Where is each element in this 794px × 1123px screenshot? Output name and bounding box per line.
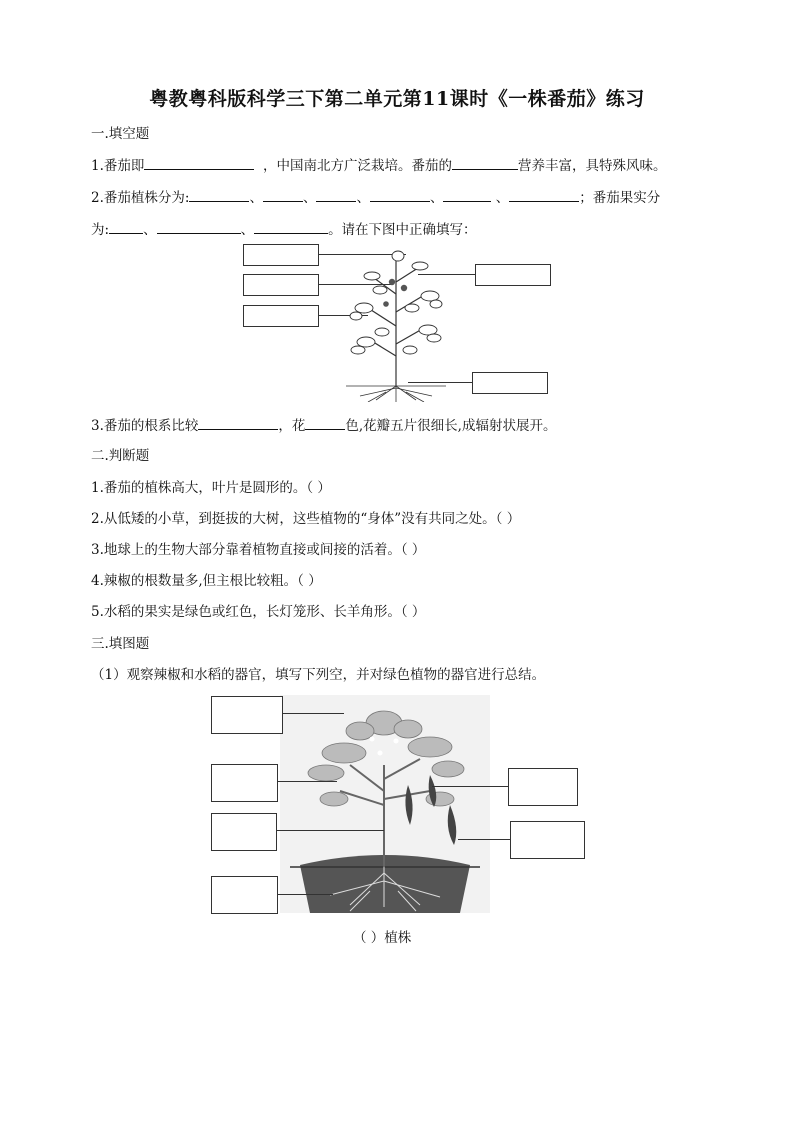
- pepper-label-box[interactable]: [510, 821, 585, 859]
- pepper-label-box[interactable]: [211, 876, 278, 914]
- answer-blank[interactable]: [509, 187, 579, 202]
- q1-text-b: ，中国南北方广泛栽培。番茄的: [262, 158, 452, 174]
- q2-text-c: 为:: [91, 222, 110, 238]
- pepper-label-box[interactable]: [211, 696, 283, 734]
- answer-blank[interactable]: [263, 187, 303, 202]
- answer-blank[interactable]: [452, 155, 518, 170]
- judgement-item-1: 1.番茄的植株高大，叶片是圆形的。（ ）: [91, 480, 331, 496]
- pepper-plant-illustration: [280, 695, 490, 913]
- judgement-item-3: 3.地球上的生物大部分靠着植物直接或间接的活着。（ ）: [91, 542, 426, 558]
- pepper-label-box[interactable]: [508, 768, 578, 806]
- q1-text-a: 1.番茄即: [91, 158, 145, 174]
- answer-blank[interactable]: [370, 187, 430, 202]
- q2-text-d: 。请在下图中正确填写：: [328, 222, 477, 238]
- separator: 、: [143, 222, 157, 238]
- answer-blank[interactable]: [316, 187, 356, 202]
- tomato-label-box[interactable]: [243, 244, 319, 266]
- question-3: [91, 415, 556, 436]
- separator: 、: [429, 190, 444, 206]
- leader-line: [282, 713, 344, 714]
- q2-text-b: ；番茄果实分: [579, 190, 661, 206]
- answer-blank[interactable]: [198, 415, 278, 430]
- separator: 、: [302, 190, 317, 206]
- answer-blank[interactable]: [189, 187, 249, 202]
- q2-text-a: 2.番茄植株分为:: [91, 190, 190, 206]
- judgement-item-2: 2.从低矮的小草，到挺拔的大树，这些植物的“身体”没有共同之处。（ ）: [91, 511, 521, 527]
- diagram-question-1: （1）观察辣椒和水稻的器官，填写下列空，并对绿色植物的器官进行总结。: [91, 667, 546, 683]
- leader-line: [432, 786, 508, 787]
- judgement-item-4: 4.辣椒的根数量多,但主根比较粗。（ ）: [91, 573, 322, 589]
- leader-line: [276, 830, 384, 831]
- section-heading-fill-blank: 一.填空题: [91, 126, 150, 142]
- q3-text-c: 色,花瓣五片很细长,成辐射状展开。: [345, 418, 557, 434]
- separator: 、: [249, 190, 263, 206]
- tomato-label-box[interactable]: [475, 264, 551, 286]
- question-2-line-2: [91, 219, 477, 240]
- judgement-item-5: 5.水稻的果实是绿色或红色，长灯笼形、长羊角形。（ ）: [91, 604, 426, 620]
- pepper-label-box[interactable]: [211, 813, 277, 851]
- q3-text-a: 3.番茄的根系比较: [91, 418, 199, 434]
- tomato-label-box[interactable]: [243, 305, 319, 327]
- tomato-label-box[interactable]: [472, 372, 548, 394]
- answer-blank[interactable]: [144, 155, 254, 170]
- q3-text-b: ，花: [278, 418, 306, 434]
- figure-caption: （ ）植株: [353, 930, 412, 946]
- page-title: 粤教粤科版科学三下第二单元第11课时《一株番茄》练习: [149, 88, 645, 110]
- leader-line: [458, 839, 510, 840]
- tomato-plant-illustration: [346, 246, 446, 402]
- answer-blank[interactable]: [254, 219, 328, 234]
- answer-blank[interactable]: [157, 219, 241, 234]
- question-1: [91, 155, 666, 176]
- section-heading-diagram: 三.填图题: [91, 636, 150, 652]
- tomato-label-box[interactable]: [243, 274, 319, 296]
- separator: 、: [495, 190, 510, 206]
- q1-text-c: 营养丰富，具特殊风味。: [517, 158, 667, 174]
- separator: 、: [356, 190, 370, 206]
- pepper-label-box[interactable]: [211, 764, 278, 802]
- leader-line: [277, 894, 333, 895]
- answer-blank[interactable]: [305, 415, 345, 430]
- answer-blank[interactable]: [443, 187, 491, 202]
- answer-blank[interactable]: [109, 219, 143, 234]
- separator: 、: [240, 222, 255, 238]
- question-2-line-1: [91, 187, 660, 208]
- section-heading-true-false: 二.判断题: [91, 448, 150, 464]
- leader-line: [277, 781, 337, 782]
